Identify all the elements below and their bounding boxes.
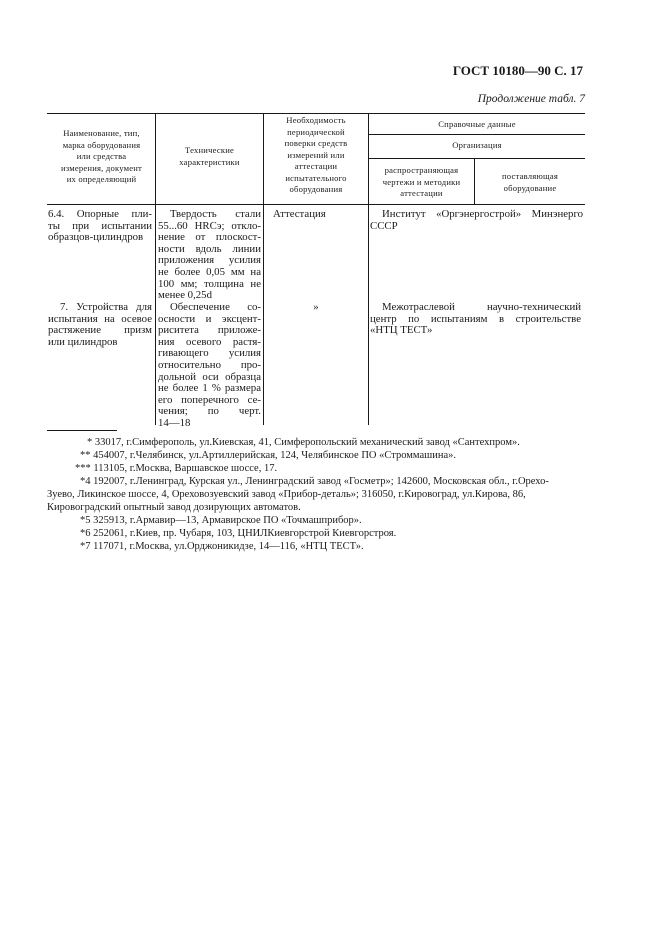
col-divider-4 — [474, 158, 475, 205]
header-line: марка оборудования — [62, 139, 141, 150]
col-divider-1 — [155, 113, 156, 425]
col-divider-2 — [263, 113, 264, 425]
row-equipment-name — [48, 209, 152, 244]
header-line: поверки средств — [284, 138, 348, 148]
row-verification-need — [264, 302, 368, 314]
cell-line: образцов-цилиндров — [48, 231, 144, 244]
header-organization — [370, 140, 584, 152]
header-line: Необходимость — [286, 115, 346, 125]
cell-line: дольной оси образца — [158, 370, 261, 383]
table-continuation-label: Продолжение табл. 7 — [477, 93, 585, 105]
cell-line: менее 0,25d — [158, 289, 212, 302]
col-divider-3 — [368, 113, 369, 425]
cell-line: нение от плоскост- — [158, 231, 261, 244]
row-technical-specs — [158, 209, 261, 302]
cell-line: не более 0,05 мм на — [158, 265, 261, 278]
footnote-item: ** 454007, г.Челябинск, ул.Артиллерийская, 124, Челябинское ПО «Строммашина». — [80, 450, 456, 461]
header-line: оборудование — [503, 182, 557, 193]
cell-line: Обеспечение со- — [170, 301, 261, 313]
page-title: ГОСТ 10180—90 С. 17 — [452, 63, 583, 78]
cell-line: Твердость стали — [170, 208, 261, 220]
cell-line: ния осевого растя- — [158, 335, 261, 348]
cell-line: 7. Устройства для — [60, 301, 152, 313]
cell-line: Межотраслевой научно-технический — [382, 301, 581, 313]
footnote-item: *6 252061, г.Киев, пр. Чубаря, 103, ЦНИЛКиевгорстрой Киевгорстроя. — [80, 528, 397, 539]
ref-header-bottom — [368, 134, 585, 135]
header-line: Технические — [184, 145, 235, 155]
header-line: аттестации — [400, 188, 443, 198]
footnote-item: *4 192007, г.Ленинград, Курская ул., Ленинградский завод «Госметр»; 142600, Московская обл., г.Орехо- — [80, 476, 549, 487]
cell-line: его поперечного се- — [158, 393, 261, 406]
table-top-border — [47, 113, 585, 114]
cell-line: испытания на осевое — [48, 312, 152, 325]
cell-line: 14—18 — [158, 416, 191, 429]
header-line: оборудования — [289, 184, 343, 194]
header-line: периодической — [287, 126, 345, 137]
header-supplying-org — [476, 171, 584, 194]
header-reference-data — [370, 119, 584, 131]
cell-line: чения; по черт. — [158, 405, 261, 418]
footnote-item: * 33017, г.Симферополь, ул.Киевская, 41, Симферопольский механический завод «Сантехпром». — [87, 437, 520, 448]
row-organization — [370, 302, 581, 337]
footnote-item: *7 117071, г.Москва, ул.Орджоникидзе, 14—116, «НТЦ ТЕСТ». — [80, 541, 364, 552]
cell-line: растяжение призм — [48, 324, 152, 337]
footnote-item: Кировоградский опытный завод дозирующих автоматов. — [47, 502, 301, 513]
row-equipment-name — [48, 302, 152, 348]
header-line: Справочные данные — [438, 119, 516, 129]
header-bottom-border — [47, 204, 585, 205]
header-line: чертежи и методики — [382, 176, 461, 187]
cell-line: риситета приложе- — [158, 324, 261, 337]
cell-line: относительно про- — [158, 358, 261, 371]
footnote-item: *5 325913, г.Армавир—13, Армавирское ПО «Точмашприбор». — [80, 515, 362, 526]
cell-line: Институт «Оргэнергострой» Минэнерго — [382, 208, 583, 220]
header-line: поставляющая — [502, 171, 558, 181]
cell-line: или цилиндров — [48, 335, 118, 348]
header-line: Наименование, тип, — [63, 128, 140, 138]
header-distributing-org — [370, 165, 473, 200]
row-technical-specs — [158, 302, 261, 430]
header-verification-need — [265, 115, 367, 196]
cell-line: 6.4. Опорные пли- — [48, 208, 152, 220]
cell-line: Аттестация — [273, 208, 326, 220]
cell-line: 55...60 HRCэ; откло- — [158, 219, 261, 232]
header-line: аттестации — [294, 161, 338, 171]
footnote-item: Зуево, Ликинское шоссе, 4, Ореховозуевский завод «Прибор-деталь»; 316050, г.Кировоград, ул.Кирова, 86, — [47, 489, 526, 500]
header-line: распространяющая — [384, 165, 459, 175]
footnote-item: *** 113105, г.Москва, Варшавское шоссе, 17. — [75, 463, 278, 474]
cell-line: гивающего усилия — [158, 347, 261, 360]
header-line: испытательного — [285, 172, 347, 183]
ditto-mark: » — [313, 301, 319, 313]
header-technical-specs — [158, 145, 261, 168]
cell-line: «НТЦ ТЕСТ» — [370, 324, 433, 337]
cell-line: не более 1 % размера — [158, 382, 261, 395]
cell-line: приложения усилия — [158, 254, 261, 267]
header-line: измерения, документ — [61, 162, 142, 173]
header-line: характеристики — [179, 156, 240, 167]
header-line: их определяющий — [66, 174, 137, 184]
row-organization — [370, 209, 583, 232]
header-line: или средства — [76, 151, 127, 161]
cell-line: СССР — [370, 219, 398, 232]
cell-line: ты при испытании — [48, 219, 152, 232]
header-equipment-name — [50, 128, 153, 186]
header-line: измерений или — [287, 149, 345, 160]
org-header-bottom — [368, 158, 585, 159]
row-verification-need — [273, 209, 365, 221]
cell-line: центр по испытаниям в строительстве — [370, 312, 581, 325]
cell-line: 100 мм; толщина не — [158, 277, 261, 290]
header-line: Организация — [452, 140, 502, 150]
cell-line: осности и эксцент- — [158, 312, 261, 325]
cell-line: ности вдоль линии — [158, 242, 261, 255]
footnote-separator — [47, 430, 117, 431]
